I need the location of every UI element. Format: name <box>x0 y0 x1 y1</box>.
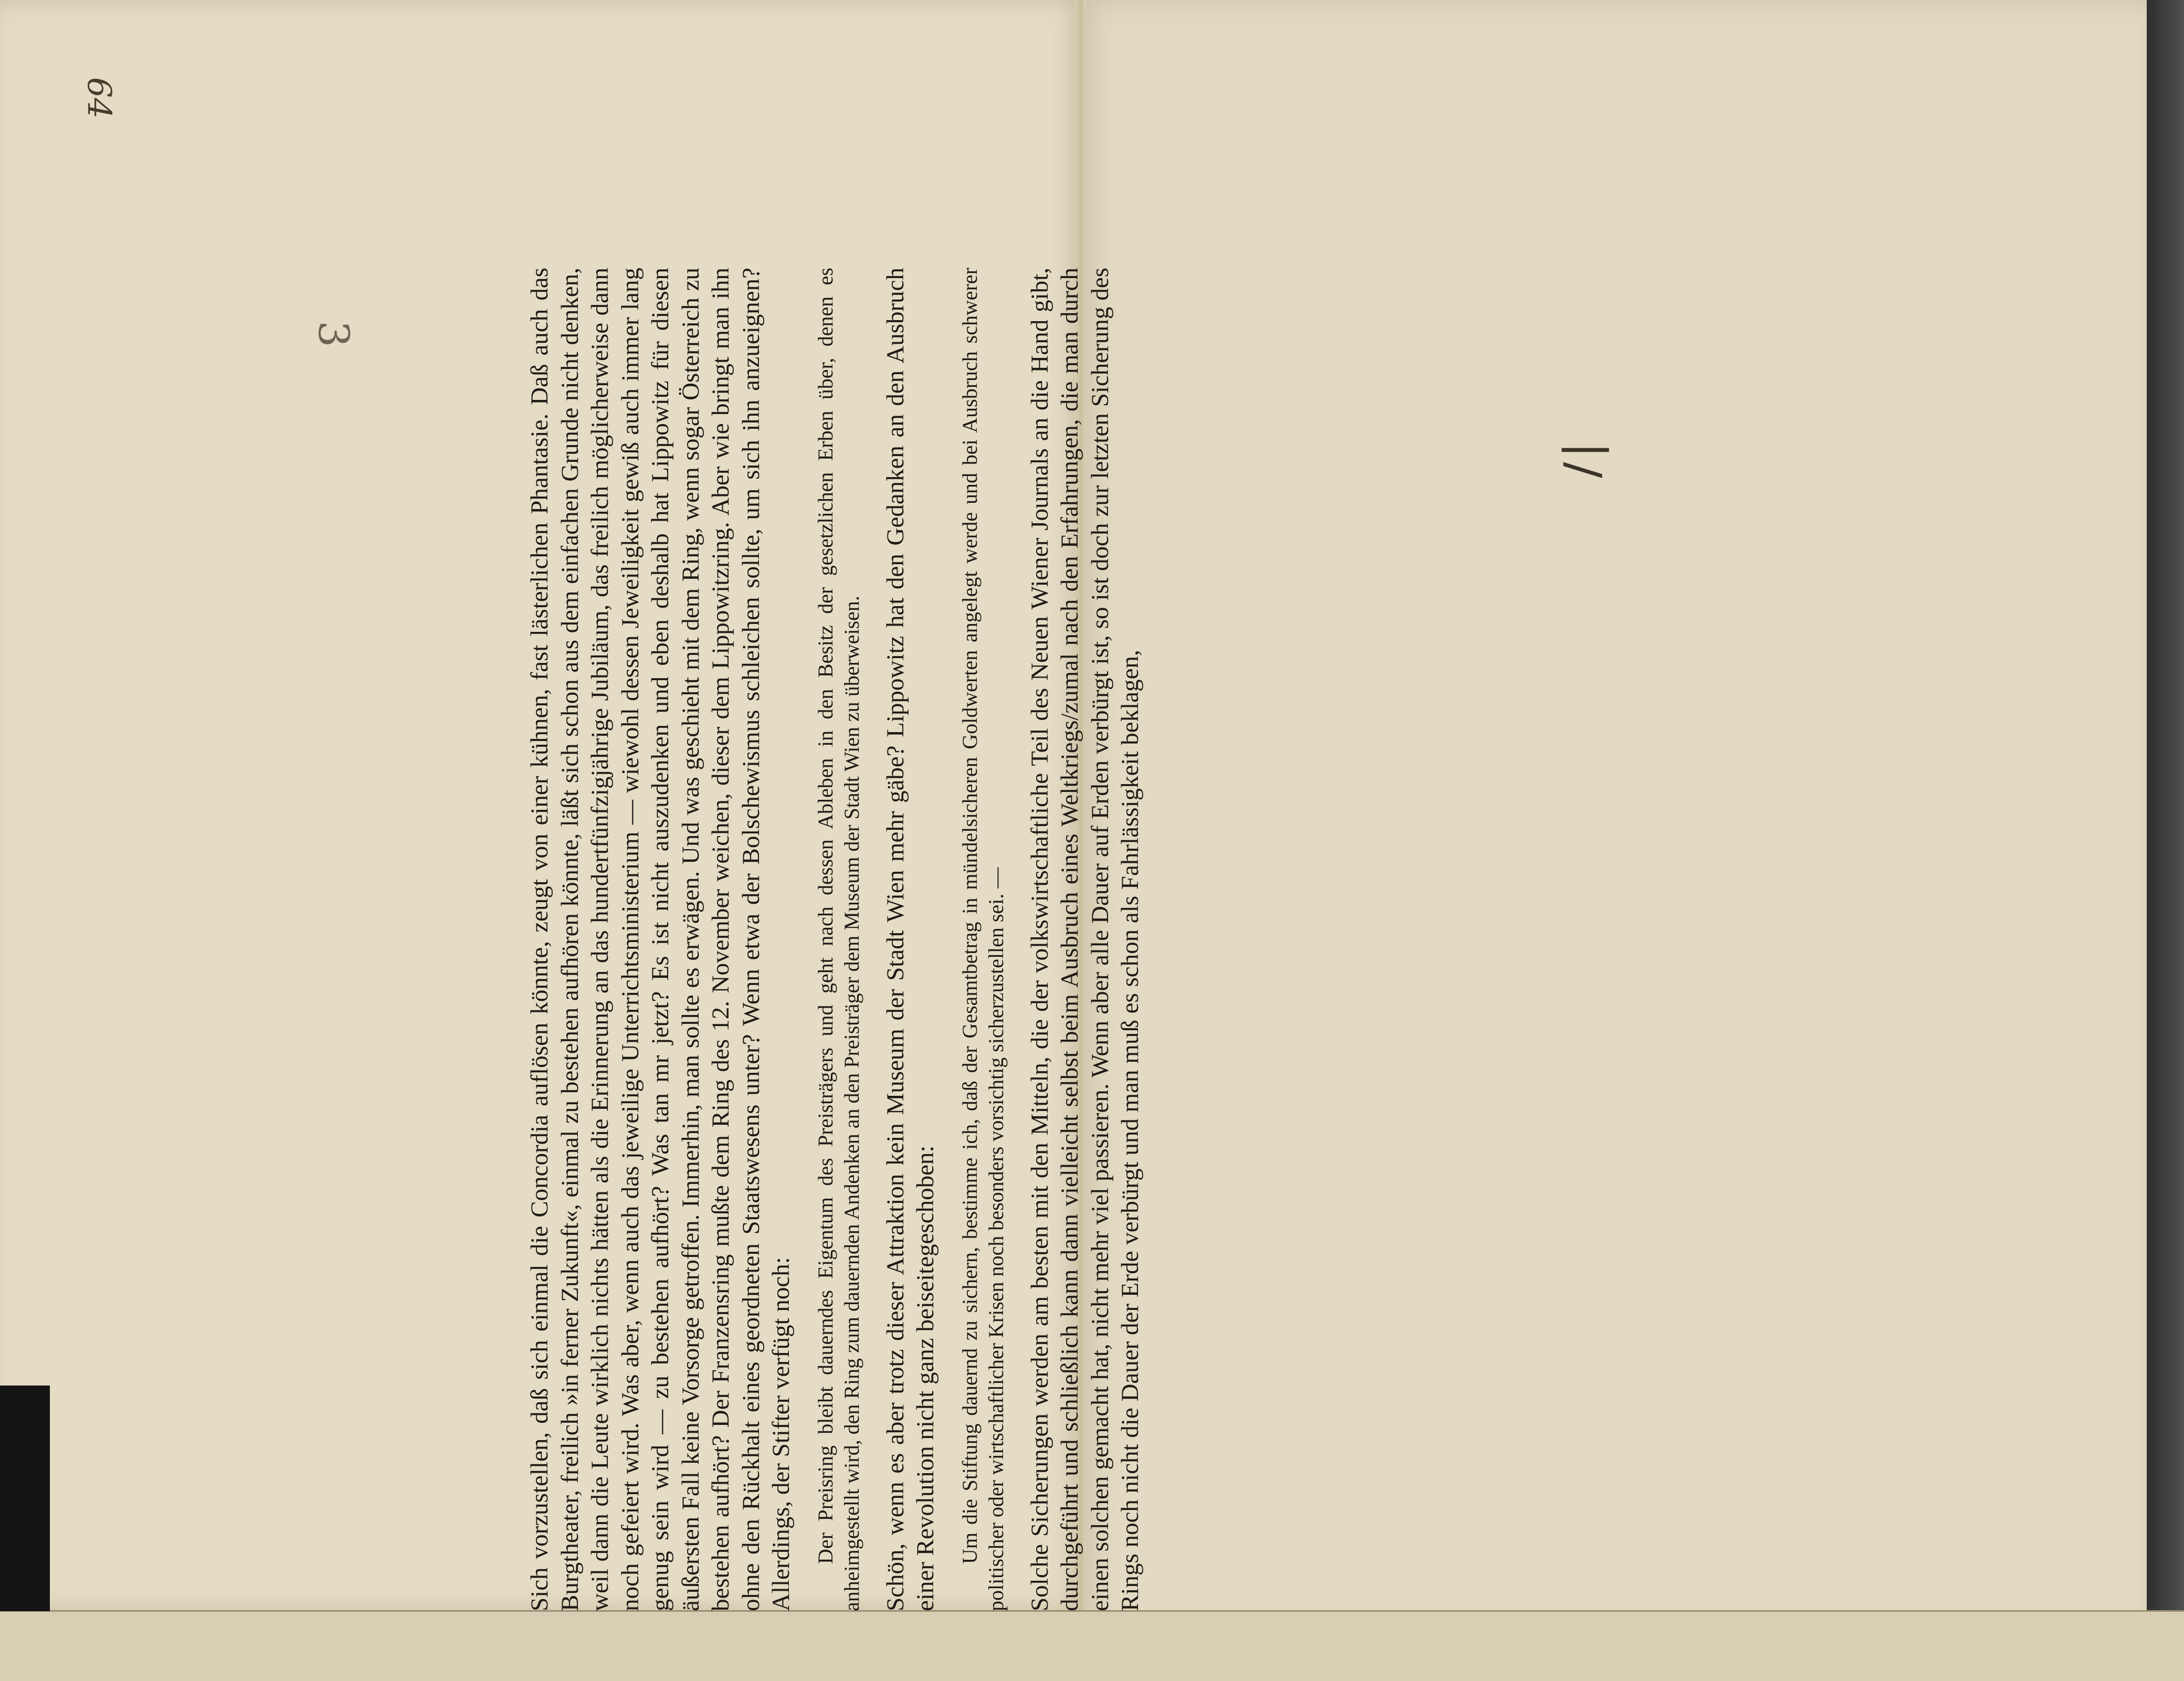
paragraph-2: Schön, wenn es aber trotz dieser Attraktion kein Museum der Stadt Wien mehr gäbe? Lippowitz hat den Gedanken an den Ausbruch einer Revolution nicht ganz beiseitegeschoben: <box>881 268 939 1611</box>
pencil-marginal-mark: /| <box>1554 438 1609 478</box>
right-page <box>1081 0 2147 1679</box>
binding-strip <box>0 1386 50 1611</box>
paragraph-quote-1: Der Preisring bleibt dauerndes Eigentum des Preisträgers und geht nach dessen Ableben in den Besitz der gesetzlichen Erben über, denen es anheimgestellt wird, den Ring zum dauernden Andenken an den Preisträger dem Museum der Stadt Wien zu überweisen. <box>813 268 863 1611</box>
paragraph-1: Sich vorzustellen, daß sich einmal die Concordia auflösen könnte, zeugt von einer kühnen, fast lästerlichen Phantasie. Daß auch das Burgtheater, freilich »in ferner Zukunft«, einmal zu bestehen aufhören könnte, läßt sich schon aus dem einfachen Grunde nicht denken, weil dann die Leute wirklich nichts hätten als die Erinnerung an das hundertfünfzigjährige Jubiläum, das freilich möglicherweise dann noch gefeiert wird. Was aber, wenn auch das jeweilige Unterrichtsministerium — wiewohl dessen Jeweiligkeit gewiß auch immer lang genug sein wird — zu bestehen aufhört? Was tan mr jetzt? Es ist nicht auszudenken und eben deshalb hat Lippowitz für diesen äußersten Fall keine Vorsorge getroffen. Immerhin, man sollte es erwägen. Und was geschieht mit dem Ring, wenn sogar Österreich zu bestehen aufhört? Der Franzensring mußte dem Ring des 12. November weichen, dieser dem Lippowitzring. Aber wie bringt man ihn ohne den Rückhalt eines geordneten Staatswesens unter? Wenn etwa der Bolschewismus schleichen sollte, um sich ihn anzueignen? Allerdings, der Stifter verfügt noch: <box>526 268 795 1611</box>
folio-number: 64 <box>80 77 119 119</box>
paragraph-3: Solche Sicherungen werden am besten mit den Mitteln, die der volkswirtschaftliche Teil des Neuen Wiener Journals an die Hand gibt, durchgeführt und schließlich kann dann vielleicht selbst beim Ausbruch eines Weltkriegs/zumal nach den Erfahrungen, die man durch einen solchen gemacht hat, nicht mehr viel passieren. Wenn aber alle Dauer auf Erden verbürgt ist, so ist doch zur letzten Sicherung des Rings noch nicht die Dauer der Erde verbürgt und man muß es schon als Fahrlässigkeit beklagen, <box>1026 268 1144 1611</box>
book-edge <box>2147 0 2184 1679</box>
pencil-annotation: 3 <box>309 321 358 347</box>
paragraph-quote-2: Um die Stiftung dauernd zu sichern, bestimme ich, daß der Gesamtbetrag in mündelsicheren Goldwerten angelegt werde und bei Ausbruch schwerer politischer oder wirtschaftlicher Krisen noch besonders vorsichtig sicherzustellen sei. — <box>957 268 1008 1611</box>
rotated-text-block <box>525 268 1146 1611</box>
next-page-edge <box>0 1610 2184 1681</box>
